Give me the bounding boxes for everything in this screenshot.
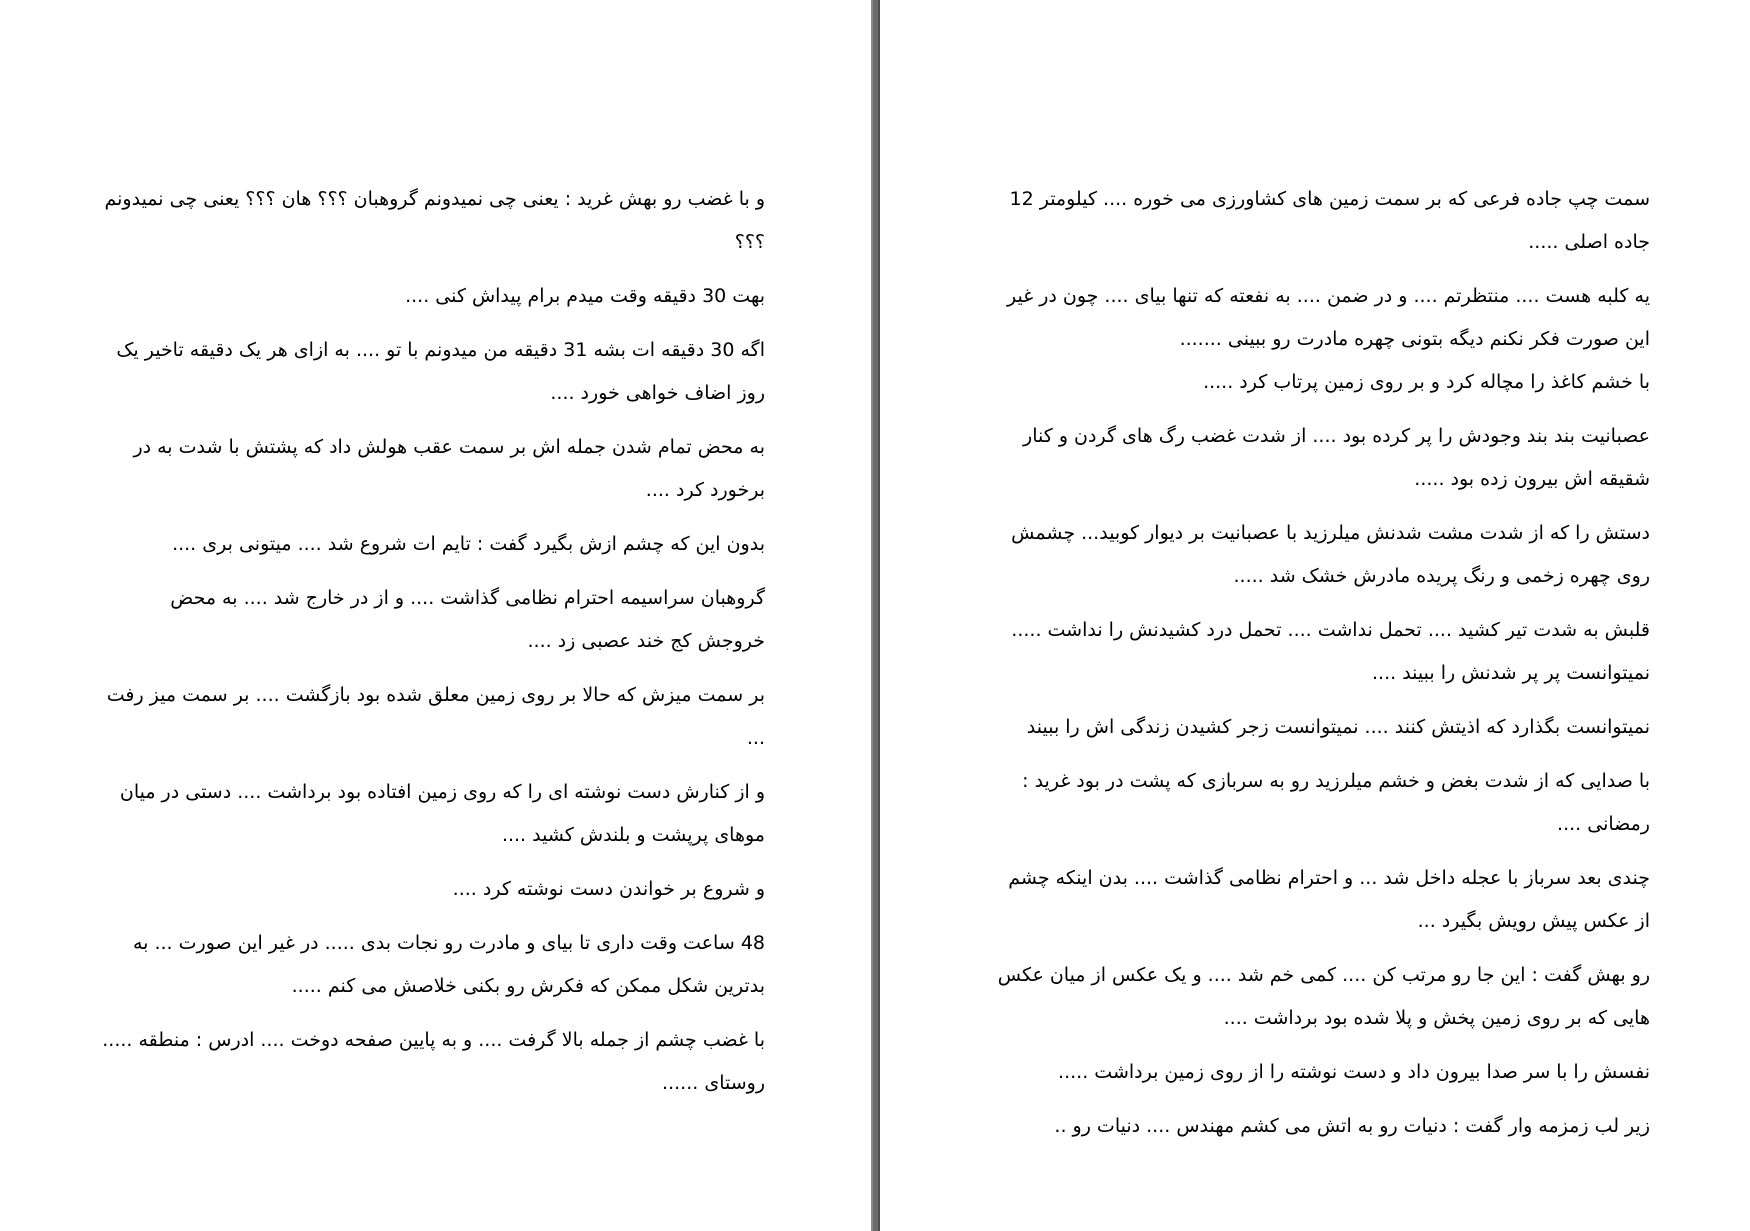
- left-page: [0, 0, 871, 1231]
- paragraph: زیر لب زمزمه وار گفت : دنیات رو به اتش می کشم مهندس .... دنیات رو ..: [1054, 1115, 1650, 1137]
- paragraph: دستش را که از شدت مشت شدنش میلرزید با عصبانیت بر دیوار کوبید... چشمش روی چهره زخمی و رنگ پریده مادرش خشک شد .....: [1011, 522, 1650, 587]
- paragraph: یه کلبه هست .... منتظرتم .... و در ضمن .... به نفعته که تنها بیای .... چون در غیر این صورت فکر نکنم دیگه بتونی چهره مادرت رو ببینی .......: [1007, 285, 1650, 350]
- paragraph: سمت چپ جاده فرعی که بر سمت زمین های کشاورزی می خوره .... کیلومتر 12 جاده اصلی .....: [1009, 188, 1650, 253]
- paragraph: بهت 30 دقیقه وقت میدم برام پیداش کنی ....: [405, 285, 765, 307]
- right-page-text: [994, 178, 1650, 1159]
- page-divider: [871, 0, 880, 1231]
- paragraph: بر سمت میزش که حالا بر روی زمین معلق شده بود بازگشت .... بر سمت میز رفت ...: [106, 684, 765, 749]
- paragraph: قلبش به شدت تیر کشید .... تحمل نداشت .... تحمل درد کشیدنش را نداشت ..... نمیتوانست پر پر شدنش را ببیند ....: [1011, 619, 1650, 684]
- paragraph: و از کنارش دست نوشته ای را که روی زمین افتاده بود برداشت .... دستی در میان موهای پرپشت و بلندش کشید ....: [119, 781, 765, 846]
- paragraph: با صدایی که از شدت بغض و خشم میلرزید رو به سربازی که پشت در بود غرید : رمضانی ....: [1022, 770, 1650, 835]
- paragraph: به محض تمام شدن جمله اش بر سمت عقب هولش داد که پشتش با شدت به در برخورد کرد ....: [133, 436, 765, 501]
- paragraph: و شروع بر خواندن دست نوشته کرد ....: [452, 878, 765, 900]
- paragraph: اگه 30 دقیقه ات بشه 31 دقیقه من میدونم با تو .... به ازای هر یک دقیقه تاخیر یک روز اضاف خواهی خورد ....: [116, 339, 765, 404]
- paragraph: با خشم کاغذ را مچاله کرد و بر روی زمین پرتاب کرد .....: [1203, 371, 1650, 393]
- left-page-text: [100, 178, 765, 1116]
- paragraph: نمیتوانست بگذارد که اذیتش کنند .... نمیتوانست زجر کشیدن زندگی اش را ببیند: [1026, 716, 1650, 738]
- paragraph: 48 ساعت وقت داری تا بیای و مادرت رو نجات بدی ..... در غیر این صورت ... به بدترین شکل ممکن که فکرش رو بکنی خلاصش می کنم .....: [132, 932, 765, 997]
- paragraph: رو بهش گفت : این جا رو مرتب کن .... کمی خم شد .... و یک عکس از میان عکس هایی که بر روی زمین پخش و پلا شده بود برداشت ....: [997, 964, 1650, 1029]
- paragraph: عصبانیت بند بند وجودش را پر کرده بود .... از شدت غضب رگ های گردن و کنار شقیقه اش بیرون زده بود .....: [1023, 425, 1650, 490]
- paragraph: بدون این که چشم ازش بگیرد گفت : تایم ات شروع شد .... میتونی بری ....: [172, 533, 765, 555]
- paragraph: و با غضب رو بهش غرید : یعنی چی نمیدونم گروهبان ؟؟؟ هان ؟؟؟ یعنی چی نمیدونم ؟؟؟: [104, 188, 765, 253]
- paragraph: با غضب چشم از جمله بالا گرفت .... و به پایین صفحه دوخت .... ادرس : منطقه ..... روستای ......: [102, 1029, 765, 1094]
- paragraph: چندی بعد سرباز با عجله داخل شد ... و احترام نظامی گذاشت .... بدن اینکه چشم از عکس پیش رویش بگیرد ...: [1008, 867, 1650, 932]
- paragraph: گروهبان سراسیمه احترام نظامی گذاشت .... و از در خارج شد .... به محض خروجش کج خند عصبی زد ....: [170, 587, 765, 652]
- paragraph: نفسش را با سر صدا بیرون داد و دست نوشته را از روی زمین برداشت .....: [1058, 1061, 1650, 1083]
